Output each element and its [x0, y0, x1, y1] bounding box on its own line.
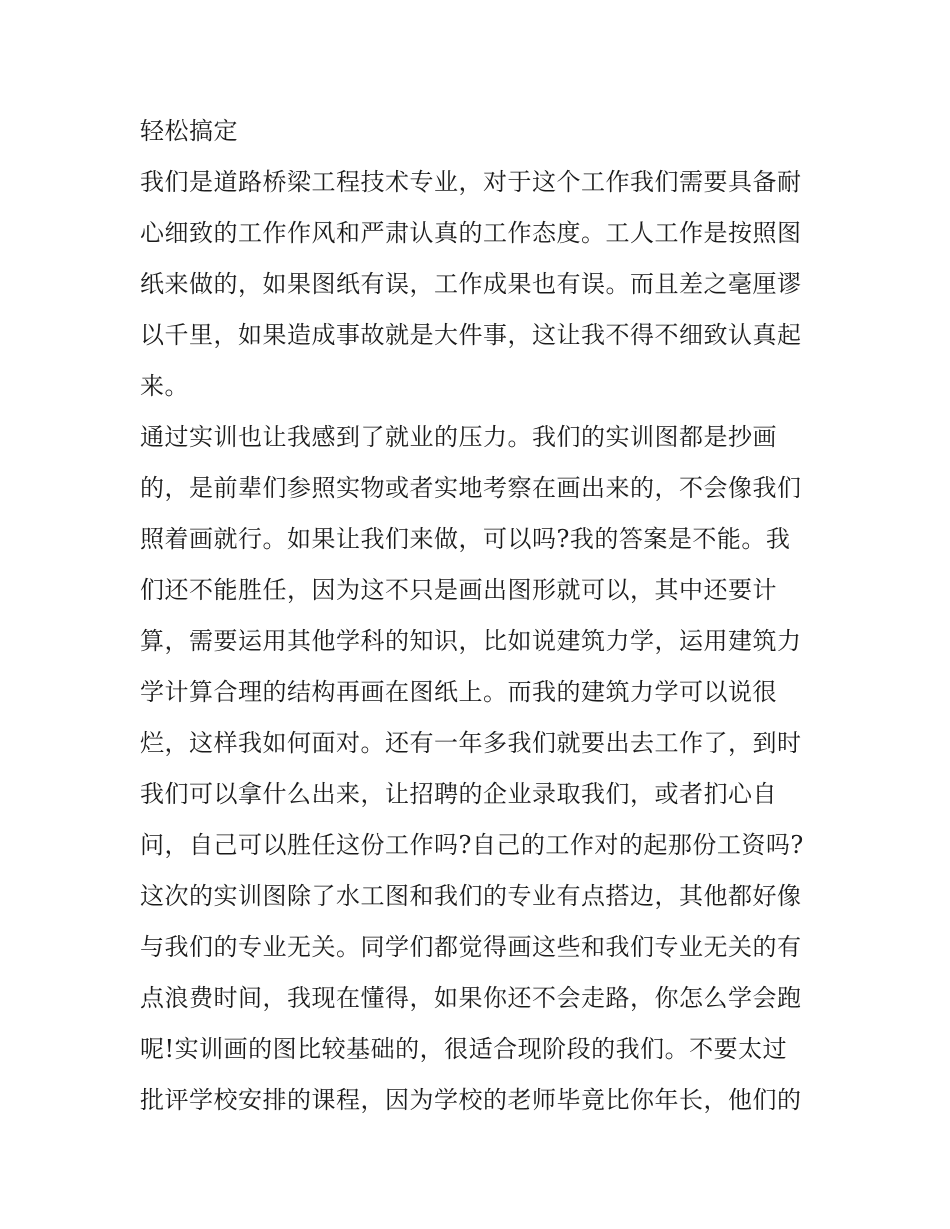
text-line: 烂，这样我如何面对。还有一年多我们就要出去工作了，到时 [140, 729, 802, 757]
text-line: 们还不能胜任，因为这不只是画出图形就可以，其中还要计 [140, 576, 777, 604]
text-line: 我们可以拿什么出来，让招聘的企业录取我们，或者扪心自 [140, 780, 777, 808]
text-line: 通过实训也让我感到了就业的压力。我们的实训图都是抄画 [140, 423, 777, 451]
text-line: 来。 [140, 372, 189, 400]
text-line: 算，需要运用其他学科的知识，比如说建筑力学，运用建筑力 [140, 627, 802, 655]
text-line: 批评学校安排的课程，因为学校的老师毕竟比你年长，他们的 [140, 1086, 802, 1114]
text-line: 以千里，如果造成事故就是大件事，这让我不得不细致认真起 [140, 321, 802, 349]
text-line: 纸来做的，如果图纸有误，工作成果也有误。而且差之毫厘谬 [140, 270, 802, 298]
text-line: 学计算合理的结构再画在图纸上。而我的建筑力学可以说很 [140, 678, 777, 706]
text-line: 问，自己可以胜任这份工作吗?自己的工作对的起那份工资吗? [140, 831, 804, 859]
text-line: 与我们的专业无关。同学们都觉得画这些和我们专业无关的有 [140, 933, 802, 961]
text-line: 的，是前辈们参照实物或者实地考察在画出来的，不会像我们 [140, 474, 802, 502]
document-body [140, 106, 820, 1126]
text-line: 轻松搞定 [140, 117, 238, 145]
text-line: 照着画就行。如果让我们来做，可以吗?我的答案是不能。我 [140, 525, 791, 553]
text-line: 我们是道路桥梁工程技术专业，对于这个工作我们需要具备耐 [140, 168, 802, 196]
text-line: 心细致的工作作风和严肃认真的工作态度。工人工作是按照图 [140, 219, 802, 247]
text-line: 这次的实训图除了水工图和我们的专业有点搭边，其他都好像 [140, 882, 802, 910]
text-line: 点浪费时间，我现在懂得，如果你还不会走路，你怎么学会跑 [140, 984, 802, 1012]
text-line: 呢!实训画的图比较基础的，很适合现阶段的我们。不要太过 [140, 1035, 788, 1063]
